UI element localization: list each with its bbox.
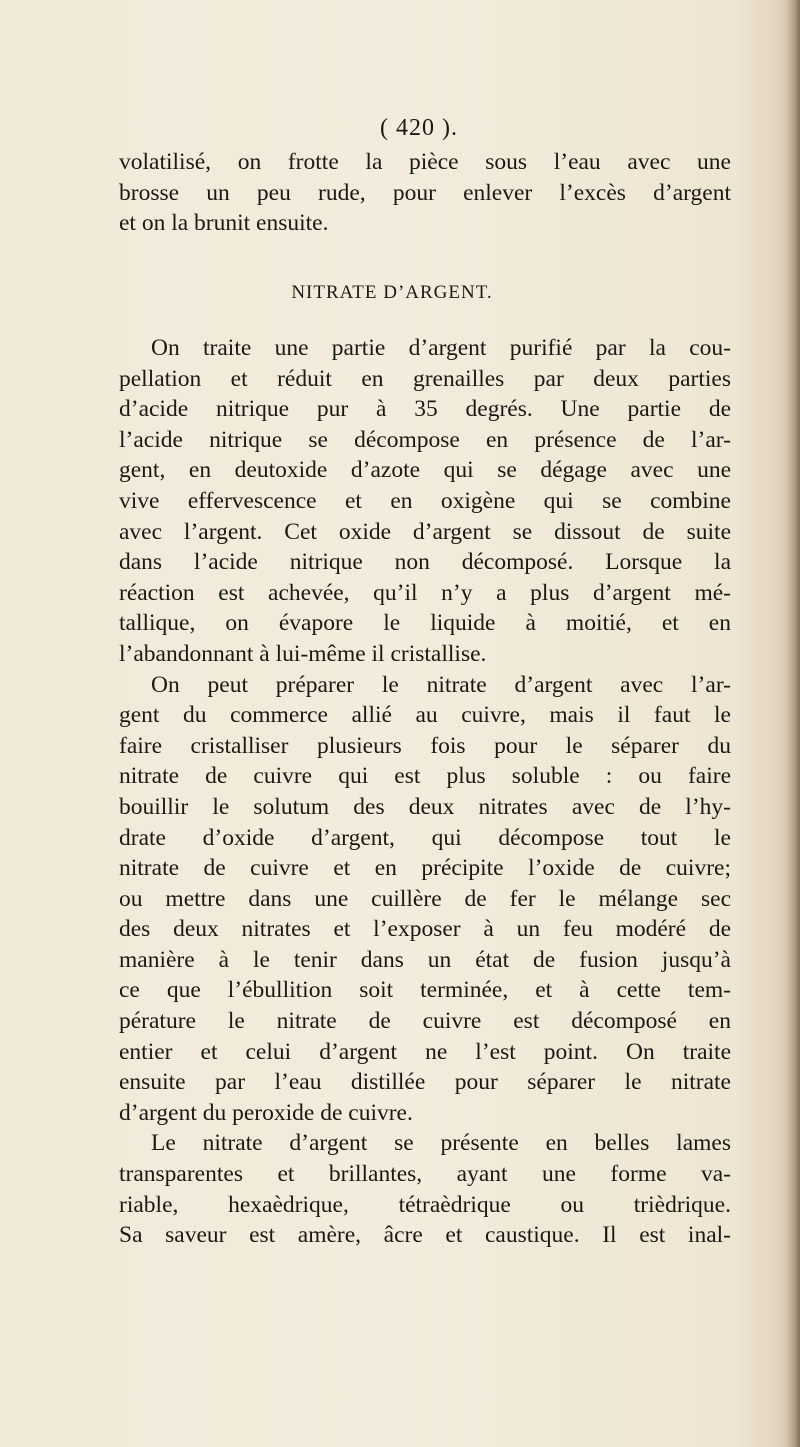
text-line: riable, hexaèdrique, tétraèdrique ou trièdrique. bbox=[119, 1191, 731, 1218]
text-line: avec l’argent. Cet oxide d’argent se dissout de suite bbox=[119, 518, 731, 545]
text-line: des deux nitrates et l’exposer à un feu modéré de bbox=[119, 916, 731, 943]
text-line: Sa saveur est amère, âcre et caustique. Il est inal- bbox=[119, 1222, 731, 1249]
text-line: On peut préparer le nitrate d’argent avec l’ar- bbox=[151, 671, 731, 698]
text-line: brosse un peu rude, pour enlever l’excès d’argent bbox=[119, 179, 731, 206]
text-line: ce que l’ébullition soit terminée, et à cette tem- bbox=[119, 977, 731, 1004]
text-line: nitrate de cuivre et en précipite l’oxide de cuivre; bbox=[119, 855, 731, 882]
text-line: et on la brunit ensuite. bbox=[119, 210, 329, 237]
text-line: manière à le tenir dans un état de fusion jusqu’à bbox=[119, 946, 731, 973]
text-line: gent du commerce allié au cuivre, mais il faut le bbox=[119, 702, 731, 729]
text-line: On traite une partie d’argent purifié par la cou- bbox=[151, 335, 731, 361]
page-edge-shadow bbox=[786, 0, 800, 1447]
text-line: l’acide nitrique se décompose en présence de l’ar- bbox=[119, 426, 731, 453]
section-heading bbox=[0, 282, 800, 304]
text-line: réaction est achevée, qu’il n’y a plus d’argent mé- bbox=[119, 579, 731, 606]
text-line: tallique, on évapore le liquide à moitié, et en bbox=[119, 610, 731, 637]
text-line: pérature le nitrate de cuivre est décomposé en bbox=[119, 1008, 731, 1035]
body-text bbox=[119, 333, 731, 1251]
text-line: pellation et réduit en grenailles par deux parties bbox=[119, 365, 731, 392]
page-number-header: ( 420 ). bbox=[380, 115, 458, 141]
text-line: transparentes et brillantes, ayant une forme va- bbox=[119, 1161, 731, 1188]
text-line: vive effervescence et en oxigène qui se combine bbox=[119, 487, 731, 514]
text-line: gent, en deutoxide d’azote qui se dégage avec une bbox=[119, 457, 731, 484]
text-line: l’abandonnant à lui-même il cristallise. bbox=[119, 640, 487, 667]
text-line: d’argent du peroxide de cuivre. bbox=[119, 1099, 413, 1126]
text-line: ensuite par l’eau distillée pour séparer le nitrate bbox=[119, 1069, 731, 1096]
text-line: dans l’acide nitrique non décomposé. Lorsque la bbox=[119, 549, 731, 576]
section-heading-text: NITRATE D’ARGENT. bbox=[291, 282, 493, 303]
text-line: ou mettre dans une cuillère de fer le mélange sec bbox=[119, 885, 731, 912]
continuation-paragraph bbox=[119, 147, 731, 239]
text-line: faire cristalliser plusieurs fois pour le séparer du bbox=[119, 732, 731, 759]
text-line: entier et celui d’argent ne l’est point. On traite bbox=[119, 1038, 731, 1065]
text-line: d’acide nitrique pur à 35 degrés. Une partie de bbox=[119, 396, 731, 423]
text-line: nitrate de cuivre qui est plus soluble : ou faire bbox=[119, 763, 731, 790]
text-line: bouillir le solutum des deux nitrates avec de l’hy- bbox=[119, 793, 731, 820]
text-line: volatilisé, on frotte la pièce sous l’eau avec une bbox=[119, 149, 731, 175]
text-line: Le nitrate d’argent se présente en belles lames bbox=[151, 1130, 731, 1157]
text-line: drate d’oxide d’argent, qui décompose tout le bbox=[119, 824, 731, 851]
